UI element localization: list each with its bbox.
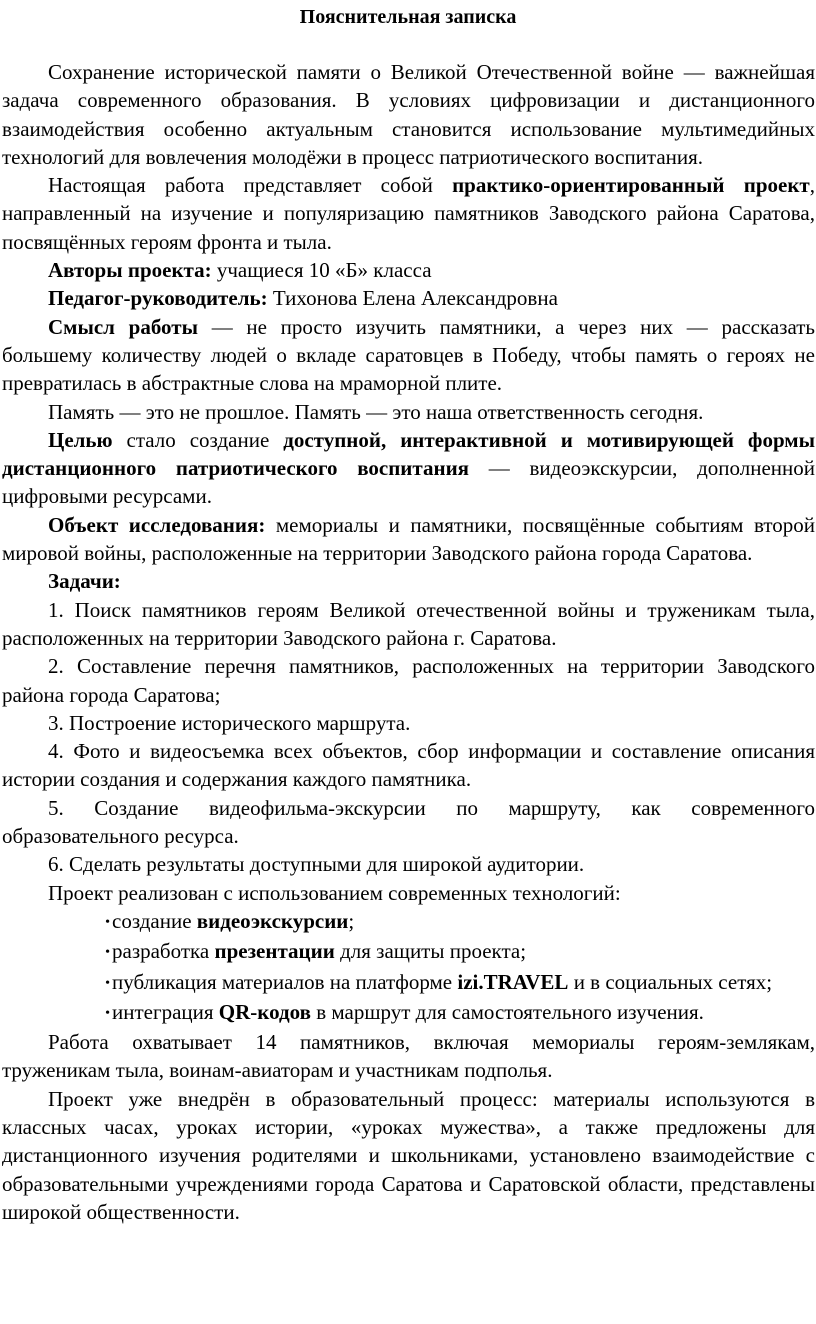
goal-label: Целью (48, 427, 113, 452)
task-item-6: 6. Сделать результаты доступными для широкой аудитории. (48, 852, 585, 877)
task-item-3: 3. Построение исторического маршрута. (48, 710, 411, 735)
paragraph-intro: Сохранение исторической памяти о Великой Отечественной войне — важнейшая задача современного образования. В условиях цифровизации и дистанционного взаимодействия особенно актуальным становится использование мультимедийных технологий для вовлечения молодёжи в процесс патриотического воспитания. (2, 60, 815, 169)
paragraph-teacher (2, 284, 815, 312)
paragraph-memory: Память — это не прошлое. Память — это наша ответственность сегодня. (48, 399, 704, 424)
list-item: •публикация материалов на платформе izi.TRAVEL и в социальных сетях; (62, 968, 815, 998)
paragraph-authors (2, 256, 815, 284)
goal-bold: доступной, интерактивной и мотивирующей формы дистанционного патриотического воспитания (2, 427, 816, 481)
paragraph-scope: Работа охватывает 14 памятников, включая мемориалы героям-землякам, труженикам тыла, воинам-авиаторам и участникам подполья. (2, 1030, 815, 1083)
teacher-value: Тихонова Елена Александровна (267, 286, 558, 311)
object-label: Объект исследования: (48, 512, 266, 537)
list-item: •разработка презентации для защиты проекта; (62, 937, 815, 967)
tech-intro: Проект реализован с использованием современных технологий: (48, 880, 621, 905)
bullet-icon: • (105, 945, 110, 961)
project-type-bold: практико-ориентированный проект (452, 173, 810, 198)
task-item-1: 1. Поиск памятников героям Великой отечественной войны и труженикам тыла, расположенных на территории Заводского района г. Саратова. (2, 597, 815, 650)
paragraph-meaning: Смысл работы — не просто изучить памятники, а через них — рассказать большему количеству людей о вкладе саратовцев в Победу, чтобы память о героях не превратилась в абстрактные слова на мраморной плите. (2, 314, 815, 396)
bullet-icon: • (105, 975, 110, 991)
paragraph-project: Настоящая работа представляет собой практико-ориентированный проект, направленный на изучение и популяризацию памятников Заводского района Саратова, посвящённых героям фронта и тыла. (2, 173, 815, 254)
authors-label: Авторы проекта: (48, 258, 212, 283)
teacher-label: Педагог-руководитель: (48, 286, 268, 311)
task-item-4: 4. Фото и видеосъемка всех объектов, сбор информации и составление описания истории создания и содержания каждого памятника. (2, 739, 815, 792)
document-body (2, 58, 815, 1226)
paragraph-goal: Целью стало создание доступной, интерактивной и мотивирующей формы дистанционного патриотического воспитания — видеоэкскурсии, дополненной цифровыми ресурсами. (2, 427, 816, 509)
bullet-icon: • (105, 1005, 110, 1021)
authors-value: учащиеся 10 «Б» класса (211, 258, 432, 283)
tech-list (2, 907, 815, 1028)
paragraph-object: Объект исследования: мемориалы и памятники, посвящённые событиям второй мировой войны, расположенные на территории Заводского района города Саратова. (2, 512, 815, 566)
list-item: •интеграция QR-кодов в маршрут для самостоятельного изучения. (62, 998, 815, 1028)
list-item: •создание видеоэкскурсии; (62, 907, 815, 937)
bullet-icon: • (105, 914, 110, 930)
task-item-2: 2. Составление перечня памятников, расположенных на территории Заводского района города Саратова; (2, 654, 815, 707)
meaning-label: Смысл работы (48, 314, 198, 339)
paragraph-implementation: Проект уже внедрён в образовательный процесс: материалы используются в классных часах, уроках истории, «уроках мужества», а также предложены для дистанционного изучения родителями и школьниками, установлено взаимодействие с образовательными учреждениями города Саратова и Саратовской области, представлены широкой общественности. (2, 1086, 815, 1224)
page-title: Пояснительная записка (299, 6, 517, 28)
tasks-heading: Задачи: (48, 569, 121, 594)
task-item-5: 5. Создание видеофильма-экскурсии по маршруту, как современного образовательного ресурса. (2, 795, 815, 849)
